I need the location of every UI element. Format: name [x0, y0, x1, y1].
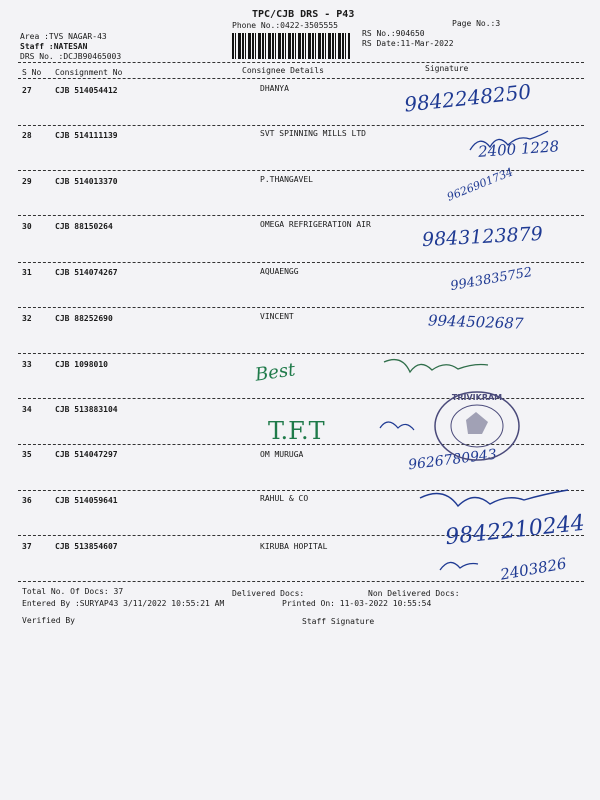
- row-consignee: VINCENT: [260, 312, 294, 321]
- row-consignment: CJB 88150264: [55, 222, 113, 231]
- non-delivered-docs: Non Delivered Docs:: [368, 589, 460, 598]
- column-consignment: Consignment No: [55, 68, 123, 77]
- signature-27: 9842248250: [403, 79, 533, 117]
- row-consignment: CJB 514013370: [55, 177, 118, 186]
- signature-29: 9626901734: [445, 165, 515, 204]
- delivered-docs: Delivered Docs:: [232, 589, 305, 598]
- signature-28: 2400 1228: [477, 137, 560, 161]
- signature-30: 9843123879: [421, 222, 544, 252]
- stamp-text: TRIVIKRAM: [451, 393, 503, 402]
- document-title: TPC/CJB DRS - P43: [252, 9, 355, 20]
- area: Area :TVS NAGAR-43: [20, 32, 107, 41]
- row-sno: 30: [22, 222, 32, 231]
- row-consignee: AQUAENGG: [260, 267, 299, 276]
- row-consignee: KIRUBA HOPITAL: [260, 542, 328, 551]
- rs-date: RS Date:11-Mar-2022: [362, 39, 454, 48]
- row-consignee: OMEGA REFRIGERATION AIR: [260, 220, 371, 229]
- row-sno: 37: [22, 542, 32, 551]
- column-consignee: Consignee Details: [242, 66, 324, 75]
- total-docs: Total No. Of Docs: 37: [22, 587, 124, 596]
- rs-number: RS No.:904650: [362, 29, 425, 38]
- printed-on: Printed On: 11-03-2022 10:55:54: [282, 599, 432, 608]
- signature-32: 9944502687: [427, 311, 524, 333]
- row-consignee: OM MURUGA: [260, 450, 304, 459]
- row-sno: 28: [22, 131, 32, 140]
- row-sno: 31: [22, 268, 32, 277]
- verified-by: Verified By: [22, 616, 75, 625]
- row-sno: 29: [22, 177, 32, 186]
- phone-number: Phone No.:0422-3505555: [232, 21, 338, 30]
- annotation-34: T.F.T: [268, 417, 325, 445]
- staff-signature-label: Staff Signature: [302, 617, 375, 626]
- row-consignment: CJB 513854607: [55, 542, 118, 551]
- signature-36: 9842210244: [444, 510, 586, 551]
- entered-by: Entered By :SURYAP43 3/11/2022 10:55:21 AM: [22, 599, 225, 608]
- page-number: Page No.:3: [452, 19, 501, 28]
- column-signature: Signature: [425, 64, 469, 73]
- row-consignment: CJB 88252690: [55, 314, 113, 323]
- row-consignee: RAHUL & CO: [260, 494, 309, 503]
- row-sno: 34: [22, 405, 32, 414]
- row-consignment: CJB 1098010: [55, 360, 108, 369]
- row-consignment: CJB 514059641: [55, 496, 118, 505]
- drs-number: DRS No. :DCJB90465003: [20, 52, 122, 61]
- row-sno: 32: [22, 314, 32, 323]
- row-sno: 35: [22, 450, 32, 459]
- signature-35: 9626780943: [407, 446, 498, 474]
- row-consignment: CJB 514054412: [55, 86, 118, 95]
- column-sno: S No: [22, 68, 42, 77]
- row-sno: 36: [22, 496, 32, 505]
- row-consignee: P.THANGAVEL: [260, 175, 313, 184]
- signature-31: 9943835752: [449, 264, 534, 295]
- row-consignment: CJB 514074267: [55, 268, 118, 277]
- row-consignment: CJB 513883104: [55, 405, 118, 414]
- row-consignee: SVT SPINNING MILLS LTD: [260, 129, 366, 138]
- annotation-33: Best: [253, 359, 297, 386]
- signature-37: 2403826: [498, 554, 568, 584]
- row-consignee: DHANYA: [260, 84, 289, 93]
- row-consignment: CJB 514111139: [55, 131, 118, 140]
- row-sno: 27: [22, 86, 32, 95]
- company-stamp: [432, 390, 522, 462]
- row-sno: 33: [22, 360, 32, 369]
- staff-name: Staff :NATESAN: [20, 42, 88, 51]
- row-consignment: CJB 514047297: [55, 450, 118, 459]
